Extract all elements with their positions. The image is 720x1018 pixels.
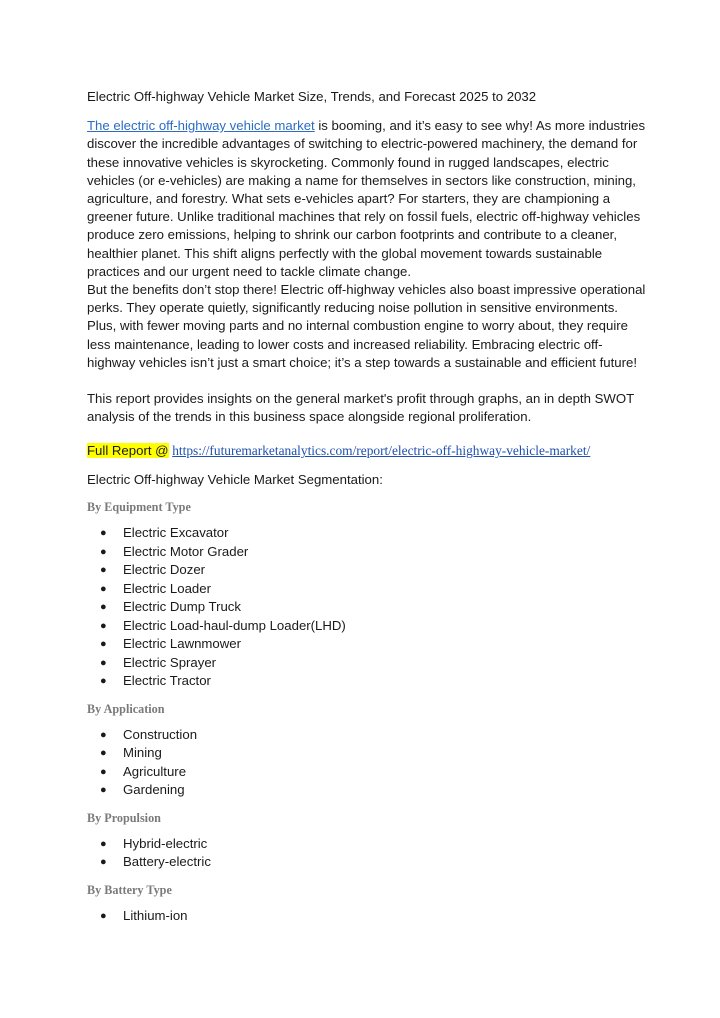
list-item: ● Electric Dump Truck [87,598,647,617]
full-report-line [87,442,647,460]
list-item: ● Electric Load-haul-dump Loader(LHD) [87,617,647,636]
list-item: ● Lithium-ion [87,907,647,926]
list-item: ● Construction [87,726,647,745]
list-item: ● Electric Sprayer [87,654,647,673]
bullet-icon: ● [100,910,107,923]
list-item: ● Electric Tractor [87,672,647,691]
bullet-icon: ● [100,638,107,651]
bullet-icon: ● [100,765,107,778]
document-title: Electric Off-highway Vehicle Market Size, Trends, and Forecast 2025 to 2032 [87,89,537,104]
intro-paragraph [87,117,647,281]
bullet-icon: ● [100,527,107,540]
bullet-icon: ● [100,675,107,688]
bullet-icon: ● [100,856,107,869]
list-item: ● Electric Lawnmower [87,635,647,654]
list-item: ● Electric Loader [87,580,647,599]
bullet-icon: ● [100,582,107,595]
list-item: ● Battery-electric [87,853,647,872]
intro-text: is booming, and it’s easy to see why! As more industries discover the incredible advantages of switching to electric-powered machinery, the demand for these innovative vehicles is skyrocketing. Commonly found in rugged landscapes, electric vehicles (or e-vehicles) are making a name for themselves in sectors like construction, mining, agriculture, and forestry. What sets e-vehicles apart? For starters, they are championing a greener future. Unlike traditional machines that rely on fossil fuels, electric off-highway vehicles produce zero emissions, helping to shrink our carbon footprints and contribute to a cleaner, healthier planet. This shift aligns perfectly with the global movement towards sustainable practices and our urgent need to tackle climate change. [87,118,646,279]
bullet-icon: ● [100,656,107,669]
battery-type-list [87,907,647,926]
bullet-icon: ● [100,784,107,797]
list-item: ● Agriculture [87,763,647,782]
bullet-icon: ● [100,601,107,614]
list-item: ● Electric Motor Grader [87,543,647,562]
application-list [87,726,647,800]
segmentation-heading: Electric Off-highway Vehicle Market Segmentation: [87,471,383,487]
bullet-icon: ● [100,545,107,558]
bullet-icon: ● [100,728,107,741]
bullet-icon: ● [100,564,107,577]
section-heading-propulsion: By Propulsion [87,810,161,825]
bullet-icon: ● [100,619,107,632]
propulsion-list [87,835,647,872]
equipment-type-list [87,524,647,691]
market-link[interactable]: The electric off-highway vehicle market [87,118,315,134]
list-item: ● Hybrid-electric [87,835,647,854]
section-heading-application: By Application [87,701,165,716]
bullet-icon: ● [100,747,107,760]
bullet-icon: ● [100,837,107,850]
segmentation-sections [87,498,647,926]
full-report-label: Full Report @ [87,443,169,459]
list-item: ● Electric Excavator [87,524,647,543]
section-heading-equipment-type: By Equipment Type [87,499,191,514]
list-item: ● Gardening [87,781,647,800]
benefits-paragraph: But the benefits don’t stop there! Electric off-highway vehicles also boast impressive operational perks. They operate quietly, significantly reducing noise pollution in sensitive environments. Plus, with fewer moving parts and no internal combustion engine to worry about, they require less maintenance, leading to lower costs and increased reliability. Embracing electric off-highway vehicles isn’t just a smart choice; it’s a step towards a sustainable and efficient future! [87,282,646,370]
list-item: ● Mining [87,744,647,763]
document-content [87,88,647,926]
list-item: ● Electric Dozer [87,561,647,580]
section-heading-battery-type: By Battery Type [87,882,172,897]
full-report-link[interactable]: https://futuremarketanalytics.com/report/electric-off-highway-vehicle-market/ [172,443,591,459]
report-insights-paragraph: This report provides insights on the general market's profit through graphs, an in depth SWOT analysis of the trends in this business space alongside regional proliferation. [87,391,634,425]
